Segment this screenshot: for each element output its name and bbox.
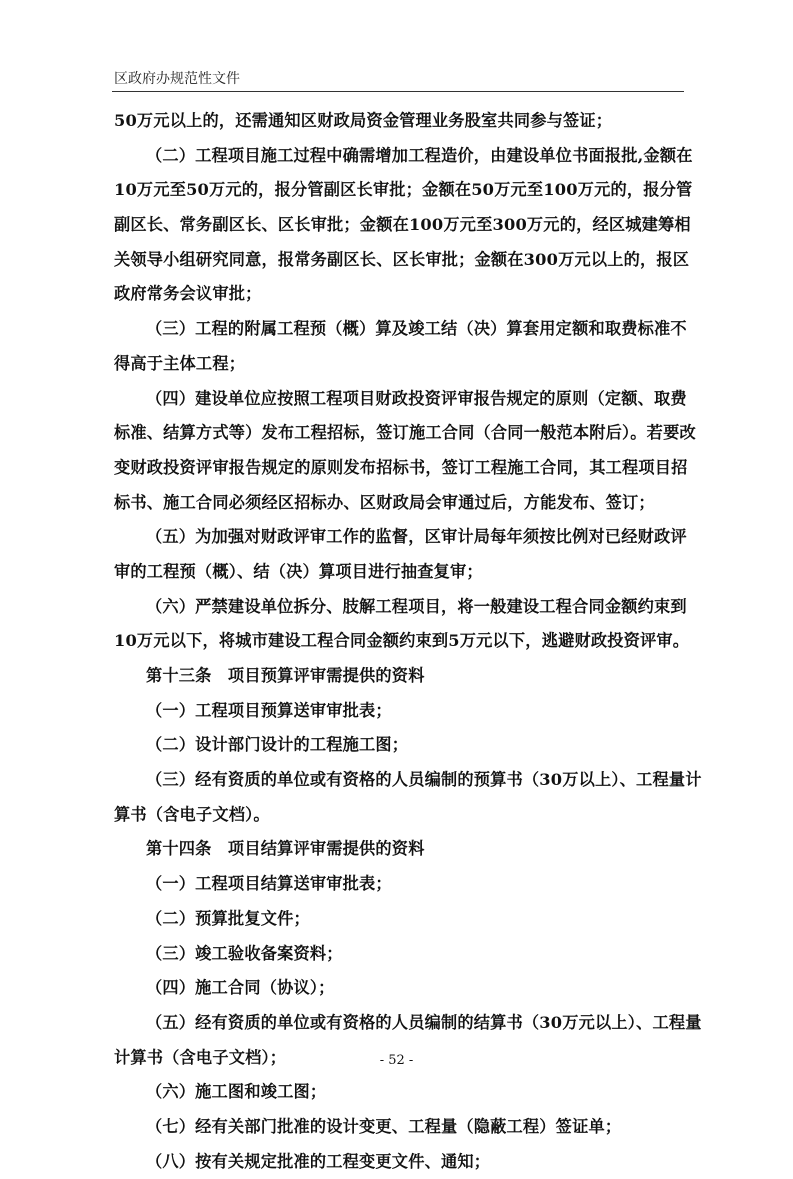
body-text-line: （五）为加强对财政评审工作的监督，区审计局每年须按比例对已经财政评 — [146, 527, 687, 547]
body-text-line: 标书、施工合同必须经区招标办、区财政局会审通过后，方能发布、签订； — [114, 492, 655, 512]
document-header-title: 区政府办规范性文件 — [114, 71, 240, 87]
body-text-line: 第十四条 项目结算评审需提供的资料 — [146, 839, 425, 859]
body-text-line: （二）工程项目施工过程中确需增加工程造价，由建设单位书面报批,金额在 — [146, 145, 693, 165]
body-text-line: 副区长、常务副区长、区长审批；金额在100万元至300万元的，经区城建筹相 — [114, 215, 691, 235]
body-text-line: （二）设计部门设计的工程施工图； — [146, 735, 409, 755]
body-text-line: （三）工程的附属工程预（概）算及竣工结（决）算套用定额和取费标准不 — [146, 319, 687, 339]
body-text-line: （一）工程项目结算送审审批表； — [146, 874, 392, 894]
body-text-line: 标准、结算方式等）发布工程招标，签订施工合同（合同一般范本附后）。若要改 — [114, 423, 696, 443]
body-text-line: 政府常务会议审批； — [114, 284, 262, 304]
body-text-line: 10万元至50万元的，报分管副区长审批；金额在50万元至100万元的，报分管 — [114, 180, 693, 200]
header-divider — [112, 91, 684, 92]
body-text-line: 算书（含电子文档）。 — [114, 804, 270, 824]
body-text-line: （六）严禁建设单位拆分、肢解工程项目，将一般建设工程合同金额约束到 — [146, 596, 687, 616]
body-text-line: （四）建设单位应按照工程项目财政投资评审报告规定的原则（定额、取费 — [146, 388, 687, 408]
body-text-line: （三）经有资质的单位或有资格的人员编制的预算书（30万以上）、工程量计 — [146, 770, 702, 790]
body-text-line: （一）工程项目预算送审审批表； — [146, 700, 392, 720]
document-body — [114, 104, 702, 1179]
body-text-line: （八）按有关规定批准的工程变更文件、通知； — [146, 1151, 491, 1171]
body-text-line: 关领导小组研究同意，报常务副区长、区长审批；金额在300万元以上的，报区 — [114, 249, 690, 269]
body-text-line: （五）经有资质的单位或有资格的人员编制的结算书（30万元以上）、工程量 — [146, 1012, 702, 1032]
body-text-line: （三）竣工验收备案资料； — [146, 943, 343, 963]
page-number: - 52 - — [379, 1053, 414, 1068]
body-text-line: （七）经有关部门批准的设计变更、工程量（隐蔽工程）签证单； — [146, 1116, 622, 1136]
body-text-line: 第十三条 项目预算评审需提供的资料 — [146, 666, 425, 685]
body-text-line: 得高于主体工程； — [114, 353, 246, 373]
body-text-line: 审的工程预（概）、结（决）算项目进行抽查复审； — [114, 561, 483, 581]
body-text-line: （四）施工合同（协议）； — [146, 978, 335, 998]
body-text-line: 10万元以下，将城市建设工程合同金额约束到5万元以下，逃避财政投资评审。 — [114, 631, 690, 651]
body-text-line: 计算书（含电子文档）； — [114, 1047, 287, 1067]
body-text-line: （二）预算批复文件； — [146, 908, 310, 928]
body-text-line: 变财政投资评审报告规定的原则发布招标书，签订工程施工合同，其工程项目招 — [114, 457, 688, 477]
body-text-line: （六）施工图和竣工图； — [146, 1082, 327, 1102]
body-text-line: 50万元以上的，还需通知区财政局资金管理业务股室共同参与签证； — [114, 111, 613, 130]
